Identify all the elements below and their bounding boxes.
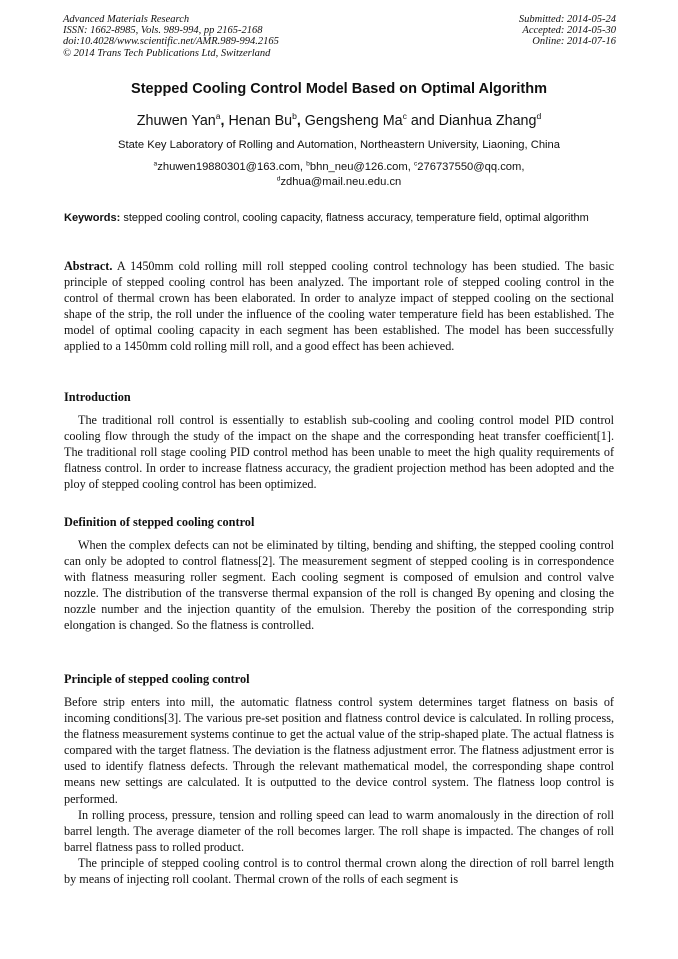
journal-name: Advanced Materials Research — [63, 14, 190, 25]
author-affil-mark: c — [402, 111, 407, 122]
principle-body — [64, 694, 614, 887]
affiliation: State Key Laboratory of Rolling and Automation, Northeastern University, Liaoning, China — [118, 139, 560, 151]
paragraph: Before strip enters into mill, the automatic flatness control system determines target flatness on basis of incoming conditions[3]. The various pre-set position and flatness control device is calculated. In rolling process, the flatness measurement systems continue to get the actual value of the strip-shaped plate. The actual flatness is compared with the target flatness. The deviation is the flatness adjustment error. The flatness adjustment error is used to identify flatness defects. Through the relevant mathematical model, the corresponding shape control means new settings are calculated. It is outputted to the device control system. The flatness loop control is performed. — [64, 695, 614, 806]
author-affil-mark: a — [215, 111, 221, 122]
email-mark: b — [306, 160, 310, 168]
author-name: Dianhua Zhang — [438, 113, 537, 129]
paper-title: Stepped Cooling Control Model Based on Optimal Algorithm — [131, 81, 547, 97]
section-heading-principle: Principle of stepped cooling control — [64, 672, 250, 686]
copyright-line: © 2014 Trans Tech Publications Ltd, Switzerland — [63, 47, 271, 59]
abstract — [64, 258, 614, 355]
author-separator: , — [296, 113, 305, 129]
email-mark: a — [153, 160, 158, 168]
paragraph: In rolling process, pressure, tension and rolling speed can lead to warm anomalously in the direction of roll barrel length. The average diameter of the roll becomes larger. The roll shape is impacted. The changes of roll barrel flatness pass to rolled product. — [64, 807, 614, 854]
author-name: Henan Bu — [228, 113, 293, 129]
email-link[interactable]: bhn_neu@126.com, — [309, 161, 411, 173]
email-link[interactable]: zhuwen19880301@163.com, — [157, 161, 304, 173]
author-name: Zhuwen Yan — [136, 113, 216, 129]
keywords-text: stepped cooling control, cooling capacity, flatness accuracy, temperature field, optimal algorithm — [123, 212, 589, 224]
journal-header — [63, 14, 279, 59]
paragraph: The traditional roll control is essentially to establish sub-cooling and cooling control model PID control cooling flow through the study of the impact on the shape and the corresponding heat transfer coefficient[1]. The traditional roll stage cooling PID control method has been unable to meet the high quality requirements of flatness control. In order to increase flatness accuracy, the gradient projection method has been adopted and the ploy of stepped cooling control has been optimized. — [64, 413, 614, 492]
email-mark: c — [413, 160, 418, 168]
paragraph: The principle of stepped cooling control is to control thermal crown along the direction of roll barrel length by means of injecting roll coolant. Thermal crown of the rolls of each segment is — [64, 855, 614, 887]
accepted-date: Accepted: 2014-05-30 — [522, 25, 616, 37]
dates-header — [519, 14, 616, 48]
doi-line[interactable]: doi:10.4028/www.scientific.net/AMR.989-994.2165 — [63, 36, 279, 48]
author-separator: , — [220, 113, 229, 129]
abstract-label: Abstract. — [64, 259, 113, 273]
online-date: Online: 2014-07-16 — [532, 36, 616, 48]
section-heading-definition: Definition of stepped cooling control — [64, 515, 255, 529]
keywords — [64, 211, 614, 226]
author-emails — [0, 160, 678, 190]
section-heading-introduction: Introduction — [64, 390, 131, 404]
email-link[interactable]: 276737550@qq.com, — [417, 161, 525, 173]
keywords-label: Keywords: — [64, 212, 121, 224]
introduction-body — [64, 412, 614, 492]
submitted-date: Submitted: 2014-05-24 — [518, 14, 616, 25]
author-list — [0, 113, 678, 129]
author-name: Gengsheng Ma — [304, 113, 403, 129]
email-mark: d — [276, 175, 281, 183]
author-affil-mark: d — [536, 111, 542, 122]
definition-body — [64, 537, 614, 634]
author-affil-mark: b — [292, 111, 297, 122]
paragraph: When the complex defects can not be eliminated by tilting, bending and shifting, the stepped cooling control can only be adopted to control flatness[2]. The measurement segment of stepped cooling is in correspondence with flatness measuring roller segment. Each cooling segment is composed of emulsion and control valve nozzle. The distribution of the transverse thermal expansion of the roll is changed By opening and closing the nozzle number and the injection quantity of the emulsion. Thereby the position of the corresponding strip elongation is changed. So the flatness is controlled. — [64, 538, 614, 633]
abstract-text: A 1450mm cold rolling mill roll stepped cooling control technology has been studied. The basic principle of stepped cooling control has been analyzed. The important role of stepped cooling control in the control of thermal crown has been elaborated. In order to analyze impact of stepped cooling on the sectional shape of the strip, the roll under the influence of the cooling water temperature field has been established. The model of optimal cooling capacity in each segment has been established. The model has been successfully applied to a 1450mm cold rolling mill roll, and a good effect has been achieved. — [64, 259, 614, 354]
email-link[interactable]: zdhua@mail.neu.edu.cn — [280, 176, 402, 188]
author-separator: and — [406, 113, 439, 129]
issn-line: ISSN: 1662-8985, Vols. 989-994, pp 2165-2168 — [63, 25, 263, 37]
